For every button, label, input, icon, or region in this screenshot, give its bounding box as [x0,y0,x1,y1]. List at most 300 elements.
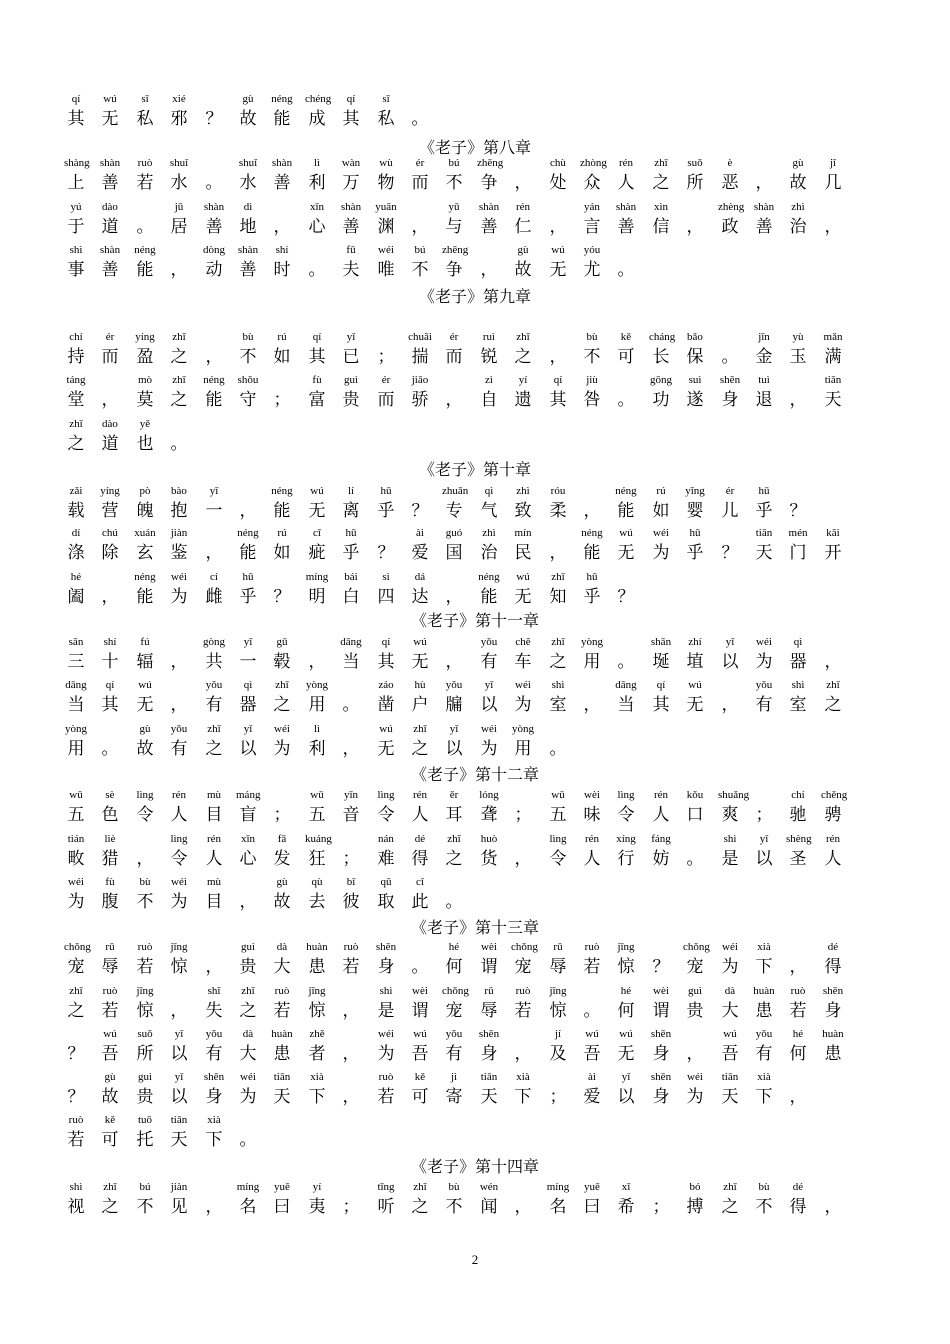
character-cell [167,243,191,280]
pinyin: yī [209,485,219,497]
hanzi: 用 [514,739,532,759]
hanzi: 贵 [136,1087,154,1107]
hanzi: 为 [721,957,739,977]
character-cell [270,243,294,280]
pinyin: jiù [586,374,598,386]
hanzi: 身 [824,1001,842,1021]
character-cell [270,984,294,1021]
character-cell [477,832,501,869]
character-cell [408,788,432,825]
pinyin: zhī [241,985,255,997]
character-cell [374,570,398,607]
hanzi: 善 [480,217,498,237]
pinyin [339,832,363,846]
character-cell [580,200,604,237]
pinyin: rǔ [553,941,563,953]
pinyin: dà [242,1028,254,1040]
pinyin: yǐ [484,679,494,691]
character-cell [546,678,570,715]
pinyin: chěng [821,789,848,801]
character-cell [580,243,604,280]
hanzi: 锐 [480,347,498,367]
hanzi: 善 [239,260,257,280]
pinyin: lí [347,485,355,497]
character-cell [477,526,501,563]
character-cell [546,635,570,672]
hanzi: 玄 [136,543,154,563]
pinyin: bù [758,1181,770,1193]
pinyin: shì [551,679,565,691]
character-cell [98,1113,122,1150]
hanzi: 故 [273,892,291,912]
character-cell [442,373,466,410]
pinyin [580,678,604,692]
character-cell [236,243,260,280]
hanzi: 之 [239,1001,257,1021]
hanzi: 谓 [652,1001,670,1021]
character-cell [374,1180,398,1217]
pinyin: dòng [203,244,225,256]
character-cell [546,1070,570,1107]
hanzi: 天 [480,1087,498,1107]
character-cell [580,788,604,825]
pinyin: yǐ [174,1028,184,1040]
character-cell [649,484,673,521]
character-cell [718,526,742,563]
character-cell [339,940,363,977]
character-cell [477,635,501,672]
pinyin: jīng [170,941,188,953]
hanzi: 吾 [101,1044,119,1064]
hanzi: 音 [342,805,360,825]
hanzi: 以 [445,739,463,759]
character-cell [339,330,363,367]
pinyin: yǐ [174,1071,184,1083]
pinyin [546,330,570,344]
pinyin: hé [448,941,460,953]
character-cell [236,788,260,825]
character-cell [305,940,329,977]
character-cell [202,875,226,912]
character-cell [374,92,398,129]
hanzi: 辱 [480,1001,498,1021]
character-cell [167,526,191,563]
hanzi: 婴 [686,501,704,521]
hanzi: 除 [101,543,119,563]
character-cell [477,788,501,825]
character-cell [683,156,707,193]
hanzi: 若 [342,957,360,977]
character-cell [408,832,432,869]
character-cell [270,788,294,825]
hanzi: 为 [239,1087,257,1107]
character-cell [408,526,432,563]
pinyin: rén [412,789,428,801]
character-cell [236,875,260,912]
pinyin: jīng [549,985,567,997]
character-cell [339,156,363,193]
pinyin: qí [381,636,391,648]
pinyin: róu [550,485,566,497]
hanzi: ？ [67,1087,85,1107]
character-cell [270,940,294,977]
character-cell [614,635,638,672]
pinyin: wéi [171,571,187,583]
character-cell [649,984,673,1021]
pinyin [752,156,776,170]
pinyin: è [727,157,733,169]
hanzi: 患 [308,957,326,977]
hanzi: 惊 [136,1001,154,1021]
hanzi: 也 [136,434,154,454]
hanzi: ， [170,260,188,280]
character-cell [133,373,157,410]
pinyin: rǔ [105,941,115,953]
character-cell [305,832,332,869]
hanzi: ， [514,173,532,193]
character-cell [98,373,122,410]
hanzi: 之 [549,652,567,672]
hanzi: 有 [755,695,773,715]
character-cell [270,1027,294,1064]
hanzi: 。 [170,434,188,454]
character-cell [408,635,432,672]
pinyin: bǐ [346,876,356,888]
character-cell [408,156,432,193]
character-cell [821,1180,845,1217]
character-cell [374,156,398,193]
hanzi: 骋 [824,805,842,825]
pinyin: bù [448,1181,460,1193]
hanzi: ， [721,695,739,715]
hanzi: 以 [239,739,257,759]
pinyin: gù [104,1071,116,1083]
character-cell [546,832,570,869]
hanzi: 十 [101,652,119,672]
hanzi: 富 [308,390,326,410]
hanzi: ？ [205,109,223,129]
character-cell [339,1027,363,1064]
hanzi: 有 [170,739,188,759]
pinyin [718,330,742,344]
character-cell [718,832,742,869]
character-cell [98,940,122,977]
hanzi: 可 [101,1130,119,1150]
pinyin [786,940,810,954]
hanzi: 。 [549,739,567,759]
hanzi: 涤 [67,543,85,563]
character-cell [752,788,776,825]
hanzi: 故 [514,260,532,280]
pinyin: guó [445,527,463,539]
pinyin: wèi [412,985,428,997]
hanzi: 器 [789,652,807,672]
pinyin: shī [207,985,221,997]
hanzi: 故 [239,109,257,129]
pinyin: wú [138,679,152,691]
character-cell [133,417,157,454]
character-cell [236,570,260,607]
character-cell [752,832,776,869]
character-cell [821,200,845,237]
character-cell [133,92,157,129]
hanzi: 乎 [583,587,601,607]
character-cell [167,417,191,454]
pinyin [580,984,604,998]
pinyin [64,1070,88,1084]
character-cell [339,373,363,410]
character-cell [580,635,604,672]
hanzi: 故 [136,739,154,759]
hanzi: 治 [789,217,807,237]
character-cell [270,1070,294,1107]
pinyin: guì [137,1071,153,1083]
character-cell [98,484,122,521]
hanzi: 无 [411,652,429,672]
character-cell [511,1027,535,1064]
character-cell [64,984,88,1021]
hanzi: 人 [411,805,429,825]
character-cell [442,940,466,977]
pinyin: zhèng [718,201,745,213]
character-cell [236,1027,260,1064]
hanzi: ， [824,1197,842,1217]
hanzi: 见 [170,1197,188,1217]
character-cell [270,330,294,367]
character-cell [580,526,604,563]
pinyin: yuān [375,201,397,213]
character-cell [374,722,398,759]
character-cell [236,722,260,759]
pinyin: zhī [551,636,565,648]
pinyin: shàn [203,201,225,213]
hanzi: 民 [514,543,532,563]
character-cell [374,330,398,367]
pinyin: jiāo [411,374,429,386]
hanzi: 宠 [445,1001,463,1021]
pinyin: bú [414,244,426,256]
pinyin: wú [379,723,393,735]
hanzi: 视 [67,1197,85,1217]
hanzi: 白 [342,587,360,607]
character-cell [442,1027,466,1064]
character-cell [408,940,432,977]
pinyin: bú [448,157,460,169]
hanzi: 而 [101,347,119,367]
pinyin [614,570,638,584]
hanzi: 搏 [686,1197,704,1217]
hanzi: 患 [755,1001,773,1021]
hanzi: 处 [549,173,567,193]
hanzi: 难 [377,849,395,869]
character-cell [133,526,157,563]
character-cell [786,156,810,193]
hanzi: 其 [67,109,85,129]
character-cell [786,484,810,521]
character-cell [477,156,504,193]
pinyin: wàn [341,157,361,169]
hanzi: 之 [67,434,85,454]
pinyin: wéi [378,244,394,256]
pinyin: lìng [549,833,567,845]
pinyin: jīng [136,985,154,997]
character-cell [374,788,398,825]
pinyin: bù [586,331,598,343]
pinyin: zì [485,374,493,386]
pinyin: qì [243,679,253,691]
character-cell [202,832,226,869]
character-cell [167,1070,191,1107]
hanzi: 色 [101,805,119,825]
character-cell [511,984,535,1021]
pinyin: suǒ [137,1028,153,1040]
character-cell [442,570,466,607]
character-cell [339,526,363,563]
character-cell [202,1070,226,1107]
character-cell [752,156,776,193]
pinyin: shēn [203,1071,225,1083]
pinyin: shàn [99,157,121,169]
character-cell [167,832,191,869]
pinyin: yǒu [170,723,188,735]
character-cell [133,678,157,715]
character-cell [546,722,570,759]
pinyin: zhī [654,157,668,169]
pinyin [786,1070,810,1084]
character-cell [442,678,466,715]
hanzi: 无 [617,1044,635,1064]
hanzi: 。 [617,652,635,672]
pinyin: gù [276,876,288,888]
pinyin [408,200,432,214]
character-cell [786,832,810,869]
hanzi: 若 [583,957,601,977]
pinyin [133,200,157,214]
character-cell [786,788,810,825]
pinyin: cí [210,571,218,583]
character-cell [718,373,742,410]
hanzi: 金 [755,347,773,367]
pinyin: néng [271,93,293,105]
hanzi: 下 [514,1087,532,1107]
pinyin: ruò [584,941,600,953]
pinyin: zhì [791,201,805,213]
hanzi: 埏 [652,652,670,672]
pinyin: zhī [103,1181,117,1193]
character-cell [202,635,226,672]
hanzi: 道 [101,217,119,237]
character-cell [718,484,742,521]
chapter-title: 《老子》第八章 [418,138,531,157]
pinyin: xī [621,1181,631,1193]
pinyin: gù [517,244,529,256]
hanzi: 去 [308,892,326,912]
pinyin [408,92,432,106]
hanzi: 牖 [445,695,463,715]
character-cell [683,484,707,521]
hanzi: ？ [789,501,807,521]
hanzi: 长 [652,347,670,367]
hanzi: 人 [652,805,670,825]
hanzi: ； [342,1197,360,1217]
hanzi: 用 [308,695,326,715]
hanzi: 毂 [273,652,291,672]
character-cell [305,1027,329,1064]
hanzi: 能 [583,543,601,563]
hanzi: 器 [239,695,257,715]
pinyin [408,484,432,498]
character-cell [511,200,535,237]
hanzi: 其 [377,652,395,672]
character-cell [98,330,122,367]
character-cell [133,200,157,237]
hanzi: 不 [583,347,601,367]
hanzi: 营 [101,501,119,521]
hanzi: ， [824,652,842,672]
character-cell [270,200,294,237]
character-cell [236,484,260,521]
pinyin: fā [277,833,287,845]
hanzi: ， [205,347,223,367]
hanzi: 名 [549,1197,567,1217]
character-cell [64,1180,88,1217]
pinyin [718,678,742,692]
pinyin: xīn [309,201,325,213]
character-cell [649,330,676,367]
hanzi: ？ [377,543,395,563]
hanzi: 若 [789,1001,807,1021]
hanzi: 可 [411,1087,429,1107]
character-cell [442,832,466,869]
character-cell [236,940,260,977]
character-cell [546,330,570,367]
hanzi: 载 [67,501,85,521]
pinyin: ruì [482,331,496,343]
pinyin: yù [792,331,804,343]
hanzi: 。 [411,957,429,977]
pinyin: jì [450,1071,458,1083]
hanzi: 之 [205,739,223,759]
character-cell [408,1180,432,1217]
character-cell [64,243,88,280]
pinyin: rén [171,789,187,801]
hanzi: 谓 [480,957,498,977]
hanzi: 物 [377,173,395,193]
hanzi: 猎 [101,849,119,869]
hanzi: 无 [377,739,395,759]
character-cell [133,243,157,280]
pinyin: chéng [305,93,332,105]
hanzi: 令 [549,849,567,869]
pinyin [202,330,226,344]
pinyin [236,875,260,889]
hanzi: 若 [67,1130,85,1150]
character-cell [786,373,810,410]
character-cell [305,1070,329,1107]
character-cell [408,678,432,715]
character-cell [167,570,191,607]
pinyin: shì [379,985,393,997]
character-cell [133,570,157,607]
character-cell [167,635,191,672]
character-cell [202,788,226,825]
pinyin: yě [139,418,151,430]
hanzi: 所 [686,173,704,193]
character-cell [64,722,88,759]
character-cell [236,1180,260,1217]
character-cell [752,330,776,367]
pinyin: tiān [273,1071,291,1083]
